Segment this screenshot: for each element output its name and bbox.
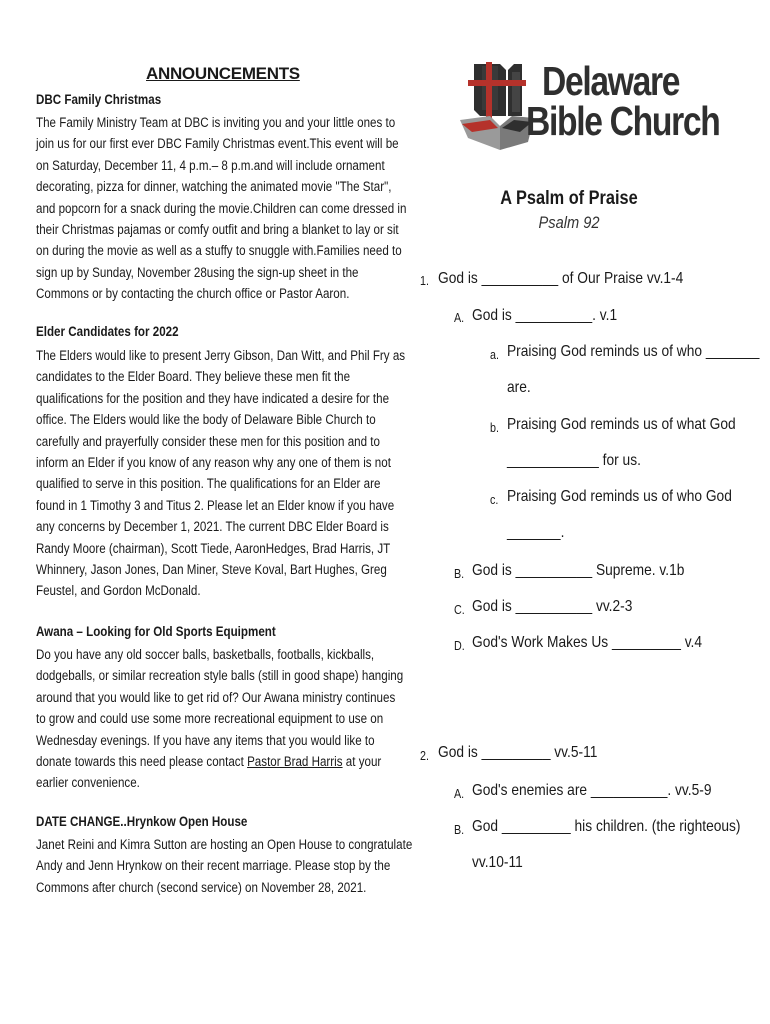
body-line: Andy and Jenn Hrynkow on their recent marriage. Please stop by the [36,858,391,874]
outline-point-1a-c-cont: _______. [507,524,565,541]
body-line: qualifications for the position and they have indicated a desire for the [36,390,390,406]
body-line: their Christmas pajamas or comfy outfit and bring a blanket to lay or sit [36,222,399,238]
contact-prefix: donate towards this need please contact [36,754,248,770]
body-line: Do you have any old soccer balls, basketballs, footballs, kickballs, [36,647,375,662]
outline-num: 1. [420,274,429,288]
body-line: dodgeballs, or similar recreation style balls (still in good shape) hanging [36,668,404,684]
sermon-reference: Psalm 92 [538,213,600,232]
section-body-awana [36,644,403,794]
outline-num: A. [454,787,465,801]
outline-num: c. [490,493,499,507]
section-heading-date-change: DATE CHANGE..Hrynkow Open House [36,814,248,829]
outline-num: B. [454,567,465,581]
contact-link-pastor-brad-harris[interactable]: Pastor Brad Harris [247,754,343,770]
outline-point-2b-cont: vv.10-11 [472,854,523,871]
outline-num: 2. [420,749,429,763]
body-line: Feustel, and Gordon McDonald. [36,583,201,599]
outline-point-1d: God's Work Makes Us _________ v.4 [472,634,703,651]
body-line: and popcorn for a snack during the movie.Children can come dressed in [36,200,407,216]
body-line: carefully and prayerfully consider these men for this position and to [36,433,380,449]
outline-point-1a-a: Praising God reminds us of who _______ [507,343,760,360]
logo-text-delaware: Delaware [542,58,680,104]
body-line: Commons or by contacting the church office or Pastor Aaron. [36,286,350,302]
body-line: around that you would like to get rid of? Our Awana ministry continues [36,689,396,705]
outline-point-1a-a-cont: are. [507,379,531,396]
body-line: any concerns by December 1, 2021. The current DBC Elder Board is [36,519,389,535]
body-line: inform an Elder if you know of any reason why any one of them is not [36,455,391,471]
church-logo [460,58,720,158]
body-line: join us for our first ever DBC Family Christmas event.This event will be [36,136,399,152]
outline-point-1a-b: Praising God reminds us of what God [507,416,736,433]
body-line: Whinnery, Jason Jones, Dan Miner, Steve Koval, Bart Hughes, Greg [36,562,387,578]
outline-num: a. [490,348,499,362]
outline-num: b. [490,421,499,435]
body-line: earlier convenience. [36,775,140,791]
body-line: on Saturday, December 11, 4 p.m.– 8 p.m.and will include ornament [36,157,385,173]
outline-point-1a: God is __________. v.1 [472,307,618,324]
outline-point-1a-c: Praising God reminds us of who God [507,488,732,505]
body-line: candidates to the Elder Board. They believe these men fit the [36,369,351,385]
outline-point-1a-b-cont: ____________ for us. [507,452,641,469]
section-heading-family-christmas: DBC Family Christmas [36,92,162,107]
outline-num: B. [454,823,465,837]
body-line: on during the movie as well as a stuffy to snuggle with.Families need to [36,243,402,259]
body-line: to grow and could use some more recreational equipment to use on [36,711,384,727]
section-body-family-christmas [36,112,406,305]
contact-suffix: at your [342,754,382,770]
outline-point-1c: God is __________ vv.2-3 [472,598,633,615]
outline-point-2a: God's enemies are __________. vv.5-9 [472,782,712,799]
logo-text-bible-church: Bible Church [526,98,720,144]
outline-num: D. [454,639,465,653]
body-line-contact [36,751,403,772]
body-line: The Elders would like to present Jerry Gibson, Dan Witt, and Phil Fry as [36,348,406,363]
body-line: found in 1 Timothy 3 and Titus 2. Please let an Elder know if you have [36,497,395,513]
body-line: Randy Moore (chairman), Scott Tiede, AaronHedges, Brad Harris, JT [36,540,391,556]
section-heading-awana: Awana – Looking for Old Sports Equipment [36,624,276,639]
outline-point-1b: God is __________ Supreme. v.1b [472,562,685,579]
body-line: office. The Elders would like the body of Delaware Bible Church to [36,412,376,428]
body-line: Wednesday evenings. If you have any items that you would like to [36,732,375,748]
outline-num: C. [454,603,465,617]
body-line: sign up by Sunday, November 28using the sign-up sheet in the [36,264,359,280]
outline-point-2b: God _________ his children. (the righteous) [472,818,741,835]
announcements-title: ANNOUNCEMENTS [146,64,300,83]
sermon-title-block [454,188,684,233]
outline-point-1: God is __________ of Our Praise vv.1-4 [438,270,684,287]
body-line: decorating, pizza for dinner, watching the animated movie "The Star", [36,179,392,195]
section-body-date-change [36,834,412,898]
body-line: Commons after church (second service) on November 28, 2021. [36,879,367,895]
section-body-elder-candidates [36,345,405,602]
outline-point-2: God is _________ vv.5-11 [438,744,598,761]
body-line: qualified to serve in this position. The qualifications for an Elder are [36,476,381,492]
outline-num: A. [454,311,465,325]
body-line: Janet Reini and Kimra Sutton are hosting an Open House to congratulate [36,837,413,852]
section-heading-elder-candidates: Elder Candidates for 2022 [36,324,179,339]
sermon-title: A Psalm of Praise [500,188,638,209]
body-line: The Family Ministry Team at DBC is inviting you and your little ones to [36,115,396,130]
